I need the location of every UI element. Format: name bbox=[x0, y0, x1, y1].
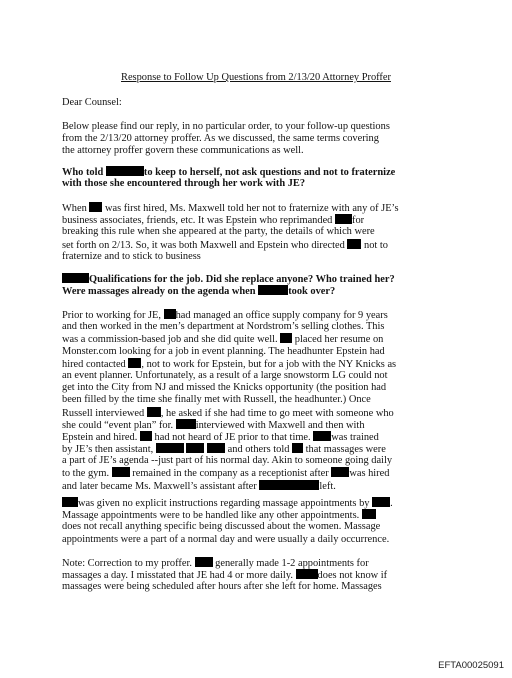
redaction-box bbox=[147, 407, 161, 417]
redaction-box bbox=[156, 443, 184, 453]
answer-line: an event planner. Unfortunately, as a result of a large snowstorm LG could not bbox=[62, 369, 388, 381]
bates-number: EFTA00025091 bbox=[438, 660, 504, 671]
intro-line: the attorney proffer govern these communications as well. bbox=[62, 145, 304, 157]
answer-line: Russell interviewed , he asked if she had time to go meet with someone who bbox=[62, 407, 394, 419]
redaction-box bbox=[112, 467, 130, 477]
salutation bbox=[62, 97, 462, 109]
question-line: Qualifications for the job. Did she replace anyone? Who trained her? bbox=[62, 273, 462, 285]
answer-line: Note: Correction to my proffer. generally made 1-2 appointments for bbox=[62, 558, 369, 569]
answer-line: she could “event plan” for. interviewed with Maxwell and then with bbox=[62, 419, 365, 431]
question-1 bbox=[62, 166, 462, 190]
document-title: Response to Follow Up Questions from 2/13/20 Attorney Proffer bbox=[121, 72, 391, 83]
answer-1 bbox=[62, 202, 462, 263]
answer-line: hired contacted , not to work for Epstein, but for a job with the NY Knicks as bbox=[62, 358, 397, 370]
answer-line: Massage appointments were to be handled like any other appointments. bbox=[62, 509, 462, 521]
redaction-box bbox=[313, 431, 331, 441]
answer-line: to the gym. remained in the company as a receptionist after was hired bbox=[62, 468, 390, 480]
answer-line: been filled by the time she finally met with Russell, the headhunter.) Once bbox=[62, 394, 371, 406]
redaction-box bbox=[195, 557, 213, 567]
redaction-box bbox=[207, 443, 225, 453]
answer-line: was a commission-based job and she did quite well. placed her resume on bbox=[62, 334, 384, 346]
answer-line: massages a day. I misstated that JE had 4 or more daily. does not know if bbox=[62, 570, 388, 582]
answer-4 bbox=[62, 557, 462, 594]
redaction-box bbox=[140, 431, 152, 441]
redaction-box bbox=[176, 419, 196, 429]
answer-line: breaking this rule when she appeared at the party, the details of which were bbox=[62, 226, 375, 238]
answer-line: a part of JE’s agenda --just part of his normal day. Akin to someone going daily bbox=[62, 455, 393, 467]
redaction-box bbox=[296, 569, 318, 579]
redaction-box bbox=[164, 309, 176, 319]
intro-paragraph bbox=[62, 121, 462, 158]
answer-2 bbox=[62, 309, 462, 492]
redaction-box bbox=[292, 443, 303, 453]
intro-line: Below please find our reply, in no particular order, to your follow-up questions bbox=[62, 121, 390, 132]
question-line: with those she encountered through her work with JE? bbox=[62, 178, 306, 190]
answer-line: When was first hired, Ms. Maxwell told her not to fraternize with any of JE’s bbox=[62, 203, 399, 214]
redaction-box bbox=[106, 166, 144, 176]
question-line: Who told to keep to herself, not ask questions and not to fraternize bbox=[62, 167, 396, 178]
answer-line: appointments were a part of a normal day and were usually a daily occurrence. bbox=[62, 533, 390, 545]
redaction-box bbox=[258, 285, 288, 295]
answer-line: massages were being scheduled after hours after she left for home. Massages bbox=[62, 581, 382, 593]
answer-line: does not recall anything specific being discussed about the women. Massage bbox=[62, 521, 381, 533]
redaction-box bbox=[62, 497, 78, 507]
answer-3 bbox=[62, 497, 462, 546]
answer-line: fraternize and to stick to business bbox=[62, 250, 201, 262]
redaction-box bbox=[335, 214, 352, 224]
answer-line: business associates, friends, etc. It was Epstein who reprimanded for bbox=[62, 215, 365, 227]
redaction-box bbox=[62, 273, 89, 283]
answer-line: Epstein and hired. had not heard of JE prior to that time. was trained bbox=[62, 431, 379, 443]
question-line: Were massages already on the agenda when took over? bbox=[62, 286, 336, 298]
answer-line: by JE’s then assistant, and others told that massages were bbox=[62, 444, 386, 456]
redaction-box bbox=[347, 239, 361, 249]
answer-line: and later became Ms. Maxwell’s assistant after left. bbox=[62, 480, 336, 492]
answer-line: set forth on 2/13. So, it was both Maxwell and Epstein who directed not to bbox=[62, 239, 388, 251]
answer-line: Monster.com looking for a job in event planning. The headhunter Epstein had bbox=[62, 345, 385, 357]
answer-line: Prior to working for JE, had managed an office supply company for 9 years bbox=[62, 310, 388, 321]
answer-line: was given no explicit instructions regarding massage appointments by . bbox=[62, 497, 462, 509]
question-2 bbox=[62, 273, 462, 297]
answer-line: get into the City from NJ and missed the Knicks opportunity (the position had bbox=[62, 382, 387, 394]
intro-line: from the 2/13/20 attorney proffer. As we discussed, the same terms covering bbox=[62, 133, 379, 145]
redaction-box bbox=[259, 480, 319, 490]
salutation-line: Dear Counsel: bbox=[62, 97, 122, 108]
redaction-box bbox=[89, 202, 102, 212]
redaction-box bbox=[372, 497, 390, 507]
redaction-box bbox=[280, 333, 292, 343]
redaction-box bbox=[331, 467, 349, 477]
answer-line: and then worked in the men’s department at Nordstrom’s selling clothes. This bbox=[62, 321, 385, 333]
redaction-box bbox=[186, 443, 204, 453]
redaction-box bbox=[362, 509, 376, 519]
redaction-box bbox=[128, 358, 141, 368]
